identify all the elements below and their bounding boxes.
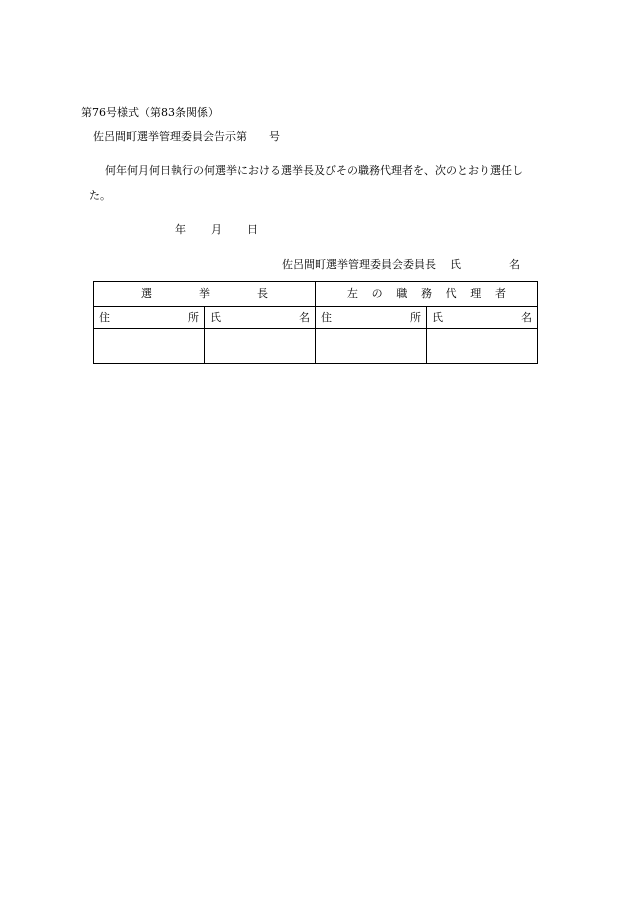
appointment-table [93,281,538,364]
char: 長 [257,287,268,300]
cell-deputy-address [316,329,427,364]
char: 者 [494,287,506,300]
cell-deputy-name [427,329,538,364]
col-deputy-address [316,307,427,329]
char: 務 [420,287,432,300]
char: 挙 [199,287,210,300]
date-year: 年 [175,223,186,236]
char: 名 [521,310,532,324]
char: 職 [396,287,408,300]
signer-mei: 名 [509,258,520,271]
header-election-chief [94,282,316,307]
table-header-row [94,282,538,307]
col-deputy-name [427,307,538,329]
date-line [175,223,258,237]
char: 氏 [432,310,443,324]
char: 所 [410,310,421,324]
char: 名 [299,310,310,324]
char: 所 [188,310,199,324]
signer-shi: 氏 [450,258,461,271]
table-row [94,329,538,364]
header-deputy [316,282,538,307]
date-day: 日 [247,223,258,236]
body-text-line-2: た。 [89,189,111,202]
char: 理 [470,287,482,300]
form-number: 第76号様式（第83条関係） [81,106,219,119]
notice-number: 佐呂間町選挙管理委員会告示第 号 [93,130,280,143]
char: 左 [347,287,358,300]
signer-title: 佐呂間町選挙管理委員会委員長 [282,258,436,271]
cell-chief-address [94,329,205,364]
date-month: 月 [211,223,222,236]
body-text-line-1: 何年何月何日執行の何選挙における選挙長及びその職務代理者を、次のとおり選任し [105,164,523,177]
signature-line [282,258,520,272]
char: 代 [445,287,457,300]
char: 氏 [210,310,221,324]
table-subheader-row [94,307,538,329]
col-chief-address [94,307,205,329]
cell-chief-name [205,329,316,364]
col-chief-name [205,307,316,329]
char: 選 [141,287,152,300]
char: 住 [321,310,332,324]
char: の [371,287,383,300]
char: 住 [99,310,110,324]
